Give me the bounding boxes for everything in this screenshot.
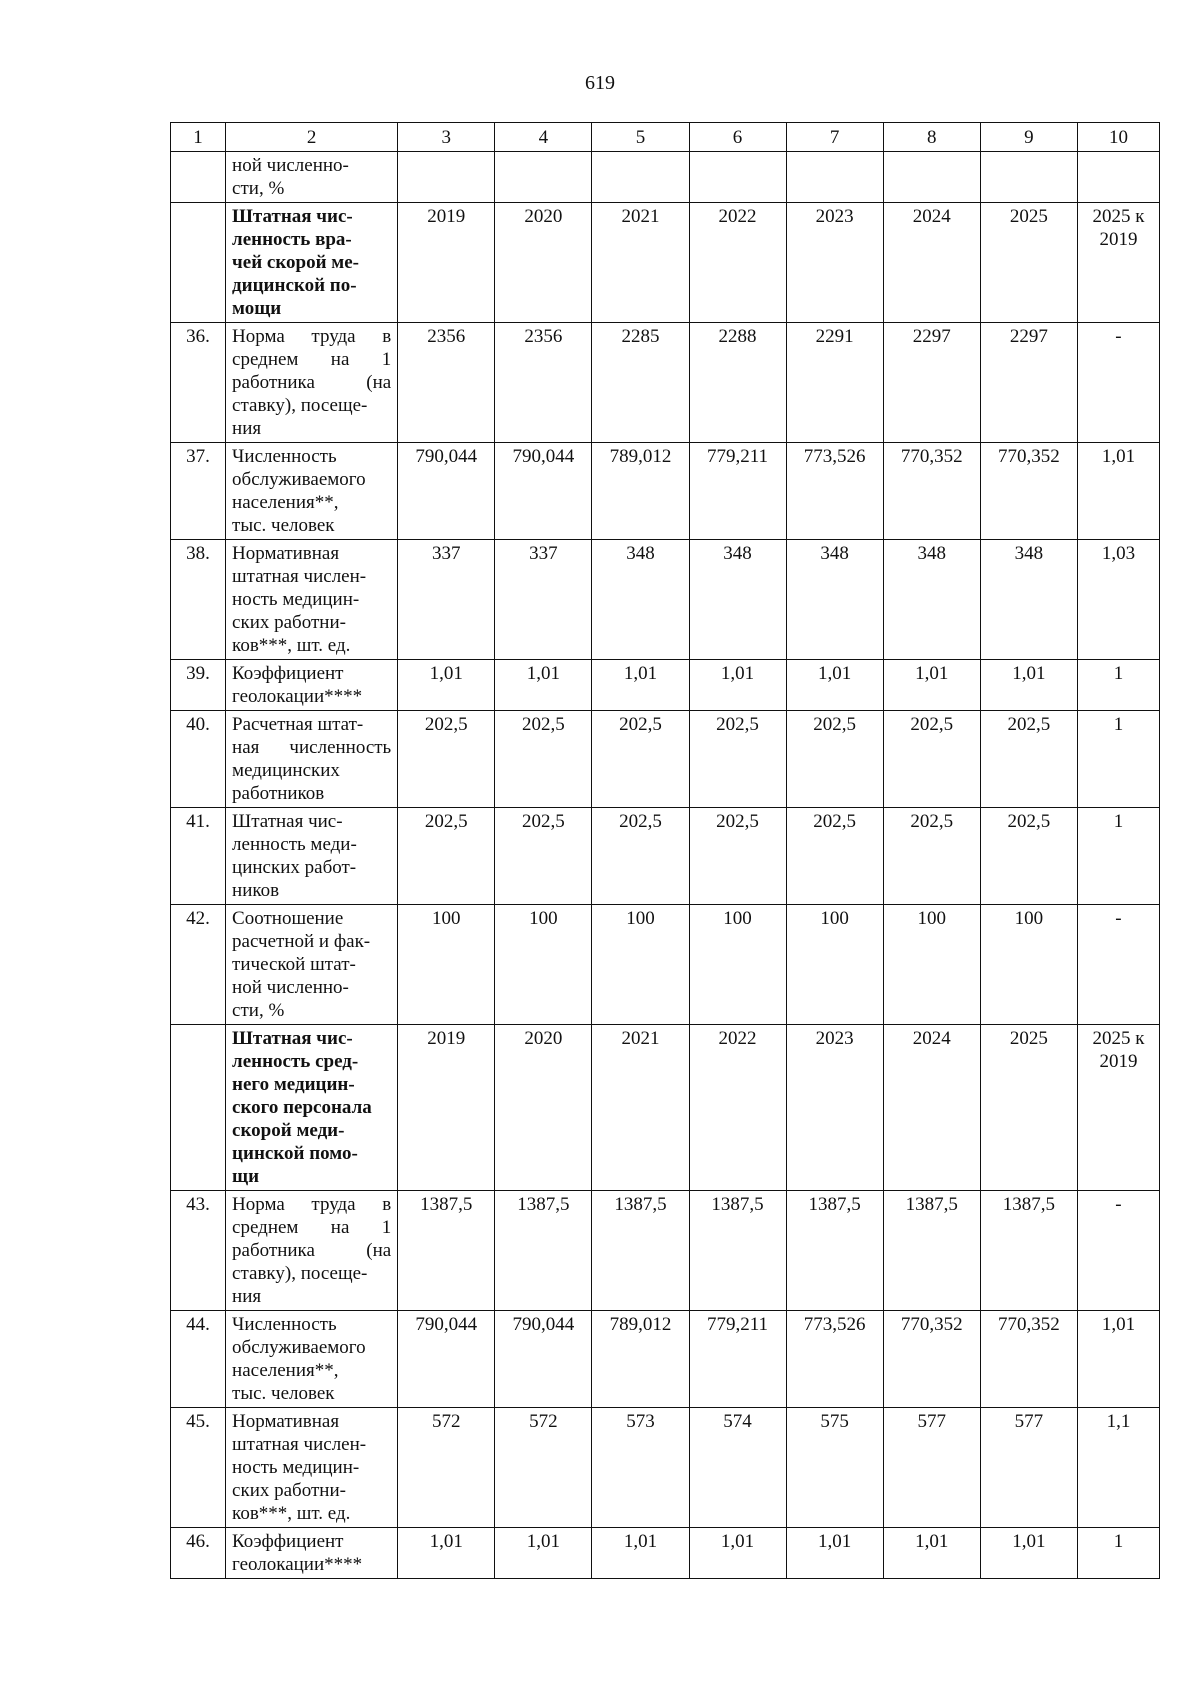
row-number	[171, 152, 226, 203]
value-cell: 337	[398, 540, 495, 660]
value-cell: 1,01	[786, 660, 883, 711]
value-cell: 202,5	[495, 808, 592, 905]
value-cell: 2297	[883, 323, 980, 443]
value-cell: 202,5	[398, 808, 495, 905]
value-cell: 337	[495, 540, 592, 660]
value-cell: 577	[980, 1408, 1077, 1528]
table-row	[171, 323, 1160, 443]
value-cell: 202,5	[398, 711, 495, 808]
value-cell: 1,01	[592, 1528, 689, 1579]
value-cell: 348	[592, 540, 689, 660]
value-cell: 1387,5	[883, 1191, 980, 1311]
value-cell: 1387,5	[980, 1191, 1077, 1311]
value-cell: 100	[883, 905, 980, 1025]
value-cell: 790,044	[398, 1311, 495, 1408]
row-number: 37.	[171, 443, 226, 540]
value-cell: 1,01	[883, 1528, 980, 1579]
value-cell: 2020	[495, 203, 592, 323]
row-number	[171, 203, 226, 323]
value-cell: 202,5	[689, 711, 786, 808]
indicator-name: Расчетная штат- ная численность медицинских работников	[226, 711, 398, 808]
value-cell: 574	[689, 1408, 786, 1528]
indicator-name: Коэффициент геолокации****	[226, 660, 398, 711]
value-cell: 202,5	[786, 808, 883, 905]
value-cell: 348	[980, 540, 1077, 660]
indicator-name: Соотношение расчетной и фак- тической штат- ной численно- сти, %	[226, 905, 398, 1025]
value-cell: 1387,5	[495, 1191, 592, 1311]
value-cell: 1387,5	[786, 1191, 883, 1311]
value-cell: 790,044	[495, 443, 592, 540]
value-cell: 779,211	[689, 1311, 786, 1408]
value-cell	[883, 152, 980, 203]
value-cell: 202,5	[786, 711, 883, 808]
column-number: 8	[883, 123, 980, 152]
value-cell: 348	[883, 540, 980, 660]
value-cell: 2020	[495, 1025, 592, 1191]
value-cell: 202,5	[883, 808, 980, 905]
column-number: 10	[1077, 123, 1159, 152]
value-cell: 1,01	[689, 1528, 786, 1579]
row-number: 41.	[171, 808, 226, 905]
value-cell	[398, 152, 495, 203]
value-cell: 100	[495, 905, 592, 1025]
table-row	[171, 152, 1160, 203]
section-header-row	[171, 1025, 1160, 1191]
value-cell: 100	[689, 905, 786, 1025]
value-cell: 2019	[398, 203, 495, 323]
page-number: 619	[585, 72, 615, 94]
value-cell: 1,01	[980, 1528, 1077, 1579]
value-cell: 1,01	[495, 660, 592, 711]
value-cell: 348	[689, 540, 786, 660]
value-cell: 202,5	[980, 808, 1077, 905]
value-cell	[980, 152, 1077, 203]
value-cell: 100	[592, 905, 689, 1025]
value-cell: 2288	[689, 323, 786, 443]
value-cell: 770,352	[980, 443, 1077, 540]
value-cell	[786, 152, 883, 203]
value-cell: 1,01	[689, 660, 786, 711]
table-row	[171, 1191, 1160, 1311]
value-cell: 1,01	[883, 660, 980, 711]
value-cell: 2024	[883, 1025, 980, 1191]
row-number: 39.	[171, 660, 226, 711]
row-number: 46.	[171, 1528, 226, 1579]
value-cell: 789,012	[592, 443, 689, 540]
indicator-name: Штатная чис- ленность меди- цинских работ- ников	[226, 808, 398, 905]
value-cell: 1,01	[1077, 443, 1159, 540]
value-cell: -	[1077, 905, 1159, 1025]
table-row	[171, 1408, 1160, 1528]
table-body	[171, 152, 1160, 1579]
value-cell: 1387,5	[689, 1191, 786, 1311]
value-cell: 1	[1077, 808, 1159, 905]
value-cell	[495, 152, 592, 203]
column-number-row	[171, 123, 1160, 152]
value-cell: 1,01	[592, 660, 689, 711]
value-cell	[592, 152, 689, 203]
value-cell: 1	[1077, 660, 1159, 711]
value-cell	[689, 152, 786, 203]
value-cell: 770,352	[883, 1311, 980, 1408]
value-cell: 2291	[786, 323, 883, 443]
value-cell: 2285	[592, 323, 689, 443]
value-cell: 2022	[689, 203, 786, 323]
value-cell: 202,5	[495, 711, 592, 808]
table-row	[171, 1528, 1160, 1579]
value-cell: 1,01	[398, 1528, 495, 1579]
indicator-name: Численность обслуживаемого населения**, тыс. человек	[226, 1311, 398, 1408]
value-cell: 1,01	[1077, 1311, 1159, 1408]
row-number: 45.	[171, 1408, 226, 1528]
value-cell: 779,211	[689, 443, 786, 540]
table-row	[171, 711, 1160, 808]
row-number: 44.	[171, 1311, 226, 1408]
value-cell: 2356	[398, 323, 495, 443]
indicator-name: Штатная чис- ленность вра- чей скорой ме- дицинской по- мощи	[226, 203, 398, 323]
value-cell: 2356	[495, 323, 592, 443]
value-cell: 577	[883, 1408, 980, 1528]
row-number: 43.	[171, 1191, 226, 1311]
value-cell: 2019	[398, 1025, 495, 1191]
value-cell: -	[1077, 323, 1159, 443]
indicator-name: Штатная чис- ленность сред- него медицин- ского персонала скорой меди- цинской помо- щи	[226, 1025, 398, 1191]
row-number: 38.	[171, 540, 226, 660]
table-row	[171, 905, 1160, 1025]
row-number	[171, 1025, 226, 1191]
value-cell: 572	[495, 1408, 592, 1528]
table-row	[171, 443, 1160, 540]
value-cell: 348	[786, 540, 883, 660]
value-cell: 2024	[883, 203, 980, 323]
column-number: 1	[171, 123, 226, 152]
table-row	[171, 540, 1160, 660]
value-cell: 202,5	[592, 711, 689, 808]
value-cell: 202,5	[883, 711, 980, 808]
value-cell: 1,03	[1077, 540, 1159, 660]
value-cell: 1	[1077, 711, 1159, 808]
value-cell: 100	[398, 905, 495, 1025]
column-number: 7	[786, 123, 883, 152]
value-cell: 1387,5	[592, 1191, 689, 1311]
value-cell: 1387,5	[398, 1191, 495, 1311]
value-cell: 1,01	[398, 660, 495, 711]
value-cell: 2025 к 2019	[1077, 1025, 1159, 1191]
value-cell: 790,044	[398, 443, 495, 540]
value-cell: 2021	[592, 203, 689, 323]
value-cell: 2023	[786, 203, 883, 323]
section-header-row	[171, 203, 1160, 323]
value-cell: 2025	[980, 203, 1077, 323]
row-number: 42.	[171, 905, 226, 1025]
column-number: 5	[592, 123, 689, 152]
value-cell: 789,012	[592, 1311, 689, 1408]
value-cell: 770,352	[980, 1311, 1077, 1408]
column-number: 6	[689, 123, 786, 152]
value-cell: 2297	[980, 323, 1077, 443]
indicator-name: Нормативная штатная числен- ность медицин- ских работни- ков***, шт. ед.	[226, 1408, 398, 1528]
column-number: 4	[495, 123, 592, 152]
value-cell: 2025	[980, 1025, 1077, 1191]
value-cell: 2025 к 2019	[1077, 203, 1159, 323]
value-cell: 573	[592, 1408, 689, 1528]
value-cell: 202,5	[980, 711, 1077, 808]
indicator-name: Норма труда в среднем на 1 работника (на ставку), посеще- ния	[226, 1191, 398, 1311]
value-cell: 1,01	[786, 1528, 883, 1579]
indicator-name: Нормативная штатная числен- ность медицин- ских работни- ков***, шт. ед.	[226, 540, 398, 660]
value-cell: 773,526	[786, 1311, 883, 1408]
value-cell: 1,01	[495, 1528, 592, 1579]
value-cell: 1,01	[980, 660, 1077, 711]
table-row	[171, 660, 1160, 711]
value-cell: 202,5	[689, 808, 786, 905]
value-cell: 2022	[689, 1025, 786, 1191]
value-cell: 202,5	[592, 808, 689, 905]
indicator-name: Численность обслуживаемого населения**, тыс. человек	[226, 443, 398, 540]
column-number: 9	[980, 123, 1077, 152]
value-cell: 100	[980, 905, 1077, 1025]
column-number: 2	[226, 123, 398, 152]
value-cell: 100	[786, 905, 883, 1025]
value-cell: -	[1077, 1191, 1159, 1311]
column-number: 3	[398, 123, 495, 152]
row-number: 40.	[171, 711, 226, 808]
staffing-table	[170, 122, 1160, 1579]
value-cell: 770,352	[883, 443, 980, 540]
table-row	[171, 808, 1160, 905]
row-number: 36.	[171, 323, 226, 443]
table-row	[171, 1311, 1160, 1408]
value-cell	[1077, 152, 1159, 203]
value-cell: 773,526	[786, 443, 883, 540]
indicator-name: ной численно- сти, %	[226, 152, 398, 203]
value-cell: 1,1	[1077, 1408, 1159, 1528]
value-cell: 790,044	[495, 1311, 592, 1408]
value-cell: 2021	[592, 1025, 689, 1191]
value-cell: 1	[1077, 1528, 1159, 1579]
value-cell: 572	[398, 1408, 495, 1528]
indicator-name: Норма труда в среднем на 1 работника (на ставку), посеще- ния	[226, 323, 398, 443]
value-cell: 2023	[786, 1025, 883, 1191]
value-cell: 575	[786, 1408, 883, 1528]
indicator-name: Коэффициент геолокации****	[226, 1528, 398, 1579]
